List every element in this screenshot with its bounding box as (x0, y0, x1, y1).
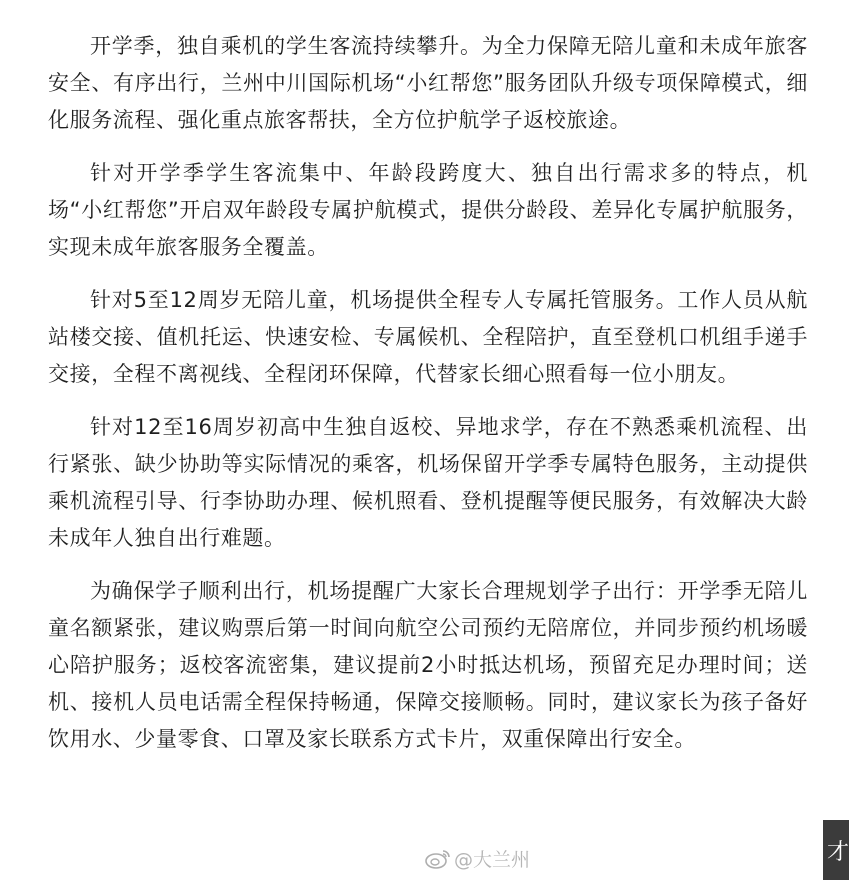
article-paragraph: 开学季，独自乘机的学生客流持续攀升。为全力保障无陪儿童和未成年旅客安全、有序出行，兰州中川国际机场“小红帮您”服务团队升级专项保障模式，细化服务流程、强化重点旅客帮扶，全方位护航学子返校旅途。 (48, 34, 808, 132)
article-body (48, 28, 808, 774)
article-paragraph: 针对5至12周岁无陪儿童，机场提供全程专人专属托管服务。工作人员从航站楼交接、值机托运、快速安检、专属候机、全程陪护，直至登机口机组手递手交接，全程不离视线、全程闭环保障，代替家长细心照看每一位小朋友。 (48, 288, 808, 386)
weibo-icon (425, 848, 451, 870)
article-paragraph: 针对开学季学生客流集中、年龄段跨度大、独自出行需求多的特点，机场“小红帮您”开启双年龄段专属护航模式，提供分龄段、差异化专属护航服务，实现未成年旅客服务全覆盖。 (48, 161, 808, 259)
article-paragraph: 针对12至16周岁初高中生独自返校、异地求学，存在不熟悉乘机流程、出行紧张、缺少协助等实际情况的乘客，机场保留开学季专属特色服务，主动提供乘机流程引导、行李协助办理、候机照看、登机提醒等便民服务，有效解决大龄未成年人独自出行难题。 (48, 415, 808, 550)
floating-side-button[interactable]: 才 (823, 820, 849, 880)
weibo-watermark (425, 845, 530, 872)
article-paragraph: 为确保学子顺利出行，机场提醒广大家长合理规划学子出行：开学季无陪儿童名额紧张，建议购票后第一时间向航空公司预约无陪席位，并同步预约机场暖心陪护服务；返校客流密集，建议提前2小时抵达机场，预留充足办理时间；送机、接机人员电话需全程保持畅通，保障交接顺畅。同时，建议家长为孩子备好饮用水、少量零食、口罩及家长联系方式卡片，双重保障出行安全。 (48, 579, 808, 751)
watermark-text: @大兰州 (454, 849, 531, 871)
